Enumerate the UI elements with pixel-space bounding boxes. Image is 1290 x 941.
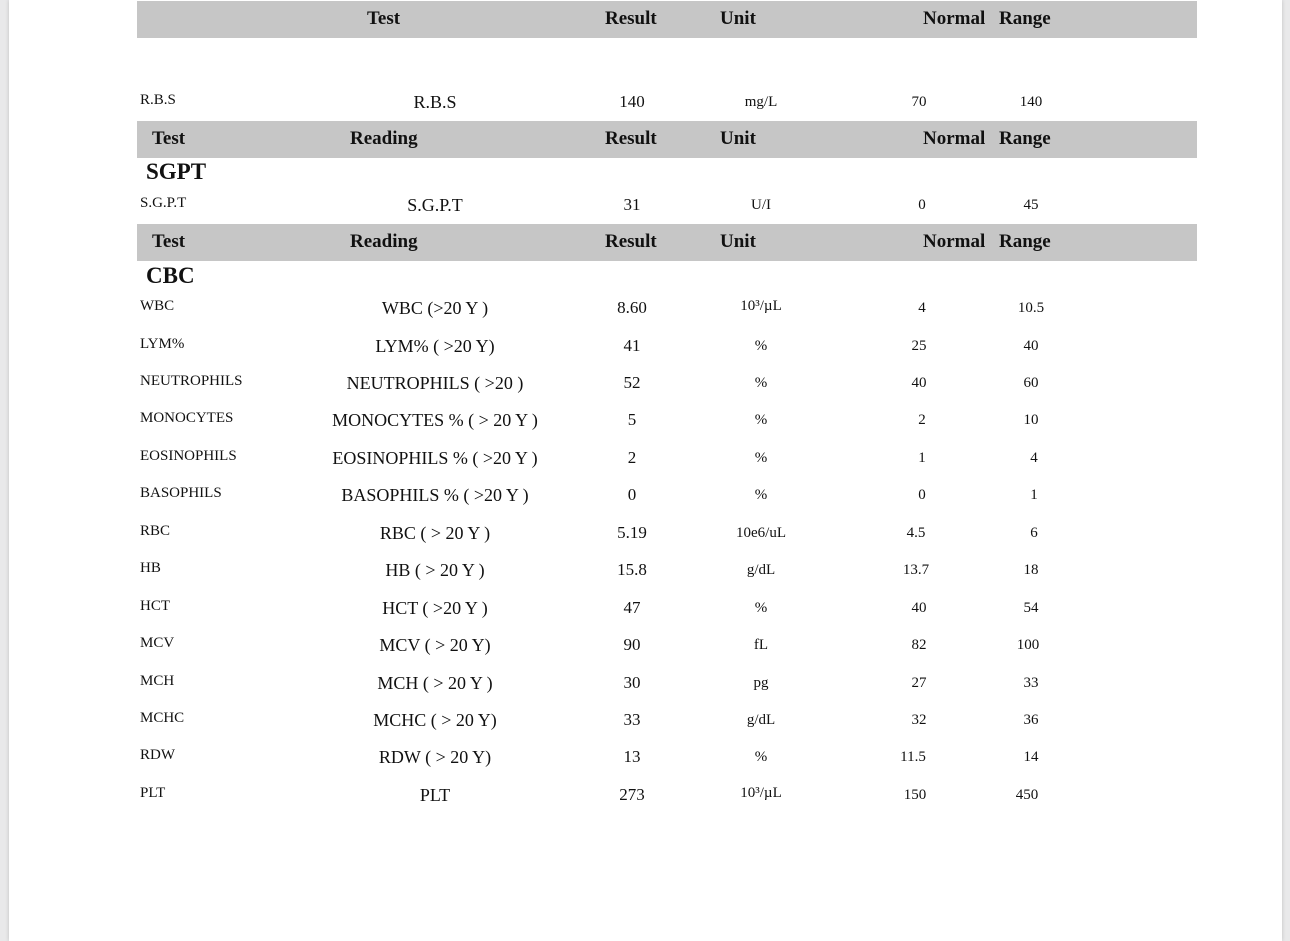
cell-high: 4 bbox=[1030, 450, 1038, 466]
cell-test: RBC bbox=[140, 523, 171, 539]
cell-low: 2 bbox=[918, 412, 926, 428]
cell-low: 25 bbox=[911, 338, 927, 354]
cell-result: 273 bbox=[619, 785, 645, 804]
cell-unit: pg bbox=[753, 675, 769, 691]
header-test: Test bbox=[152, 128, 186, 149]
cell-result: 13 bbox=[623, 747, 641, 766]
cell-test: MCH bbox=[140, 673, 175, 689]
cell-reading: S.G.P.T bbox=[407, 195, 463, 215]
cell-test: HB bbox=[140, 560, 161, 576]
cell-reading: EOSINOPHILS % ( >20 Y ) bbox=[332, 448, 538, 468]
header-range: Range bbox=[999, 231, 1051, 252]
cell-test: RDW bbox=[140, 747, 175, 763]
cell-reading: MCH ( > 20 Y ) bbox=[377, 673, 493, 693]
header-test: Test bbox=[367, 8, 401, 29]
table-row bbox=[9, 598, 1282, 618]
cell-result: 5 bbox=[627, 410, 637, 429]
header-reading: Reading bbox=[350, 128, 418, 149]
cell-unit: g/dL bbox=[746, 712, 776, 728]
cell-result: 2 bbox=[627, 448, 637, 467]
cell-result: 33 bbox=[623, 710, 641, 729]
header-range: Range bbox=[999, 8, 1051, 29]
cell-low: 70 bbox=[911, 94, 927, 110]
cell-unit: % bbox=[754, 412, 768, 428]
cell-test: MONOCYTES bbox=[140, 410, 234, 426]
cell-unit: % bbox=[754, 450, 768, 466]
cell-result: 15.8 bbox=[617, 560, 647, 579]
cell-unit: % bbox=[754, 375, 768, 391]
cell-high: 6 bbox=[1030, 525, 1038, 541]
cell-unit: % bbox=[754, 487, 768, 503]
table-row bbox=[9, 747, 1282, 767]
table-row bbox=[9, 710, 1282, 730]
table-row bbox=[9, 785, 1282, 805]
table-row bbox=[9, 635, 1282, 655]
cell-low: 40 bbox=[911, 375, 927, 391]
cell-test: EOSINOPHILS bbox=[140, 448, 237, 464]
header-unit: Unit bbox=[720, 128, 756, 149]
cell-test: R.B.S bbox=[140, 92, 176, 108]
cell-unit: 10³/µL bbox=[740, 785, 782, 801]
table-row bbox=[9, 448, 1282, 468]
cell-high: 36 bbox=[1023, 712, 1039, 728]
cell-test: MCV bbox=[140, 635, 175, 651]
cell-unit: g/dL bbox=[746, 562, 776, 578]
cell-unit: U/I bbox=[751, 197, 771, 213]
cell-low: 82 bbox=[911, 637, 927, 653]
table-row bbox=[9, 560, 1282, 580]
header-normal: Normal bbox=[923, 8, 986, 29]
table-row bbox=[9, 523, 1282, 543]
cell-test: BASOPHILS bbox=[140, 485, 222, 501]
cell-reading: HB ( > 20 Y ) bbox=[385, 560, 485, 580]
cell-high: 45 bbox=[1023, 197, 1039, 213]
cell-result: 52 bbox=[623, 373, 641, 392]
cell-low: 11.5 bbox=[900, 749, 926, 765]
report-page bbox=[9, 0, 1282, 941]
cell-result: 0 bbox=[627, 485, 637, 504]
cell-high: 33 bbox=[1023, 675, 1039, 691]
cell-low: 27 bbox=[911, 675, 927, 691]
cell-result: 47 bbox=[623, 598, 641, 617]
header-range: Range bbox=[999, 128, 1051, 149]
cell-low: 32 bbox=[911, 712, 927, 728]
cell-unit: fL bbox=[753, 637, 769, 653]
header-result: Result bbox=[605, 231, 657, 252]
cell-high: 54 bbox=[1023, 600, 1039, 616]
header-normal: Normal bbox=[923, 231, 986, 252]
header-result: Result bbox=[605, 8, 657, 29]
cell-low: 4 bbox=[918, 300, 926, 316]
cell-low: 4.5 bbox=[906, 525, 926, 541]
cell-test: PLT bbox=[140, 785, 166, 801]
cell-unit: 10e6/uL bbox=[736, 525, 786, 541]
cell-high: 10.5 bbox=[1017, 300, 1045, 316]
cell-reading: PLT bbox=[419, 785, 451, 805]
cell-unit: % bbox=[754, 749, 768, 765]
cell-test: WBC bbox=[140, 298, 175, 314]
cell-reading: NEUTROPHILS ( >20 ) bbox=[346, 373, 524, 393]
cell-reading: MCHC ( > 20 Y) bbox=[373, 710, 497, 730]
cell-reading: R.B.S bbox=[413, 92, 457, 112]
header-test: Test bbox=[152, 231, 186, 252]
header-result: Result bbox=[605, 128, 657, 149]
cell-high: 140 bbox=[1019, 94, 1043, 110]
header-unit: Unit bbox=[720, 231, 756, 252]
cell-high: 18 bbox=[1023, 562, 1039, 578]
cell-low: 13.7 bbox=[902, 562, 930, 578]
cell-low: 40 bbox=[911, 600, 927, 616]
cell-reading: HCT ( >20 Y ) bbox=[382, 598, 488, 618]
cell-reading: MONOCYTES % ( > 20 Y ) bbox=[332, 410, 538, 430]
cell-unit: 10³/µL bbox=[740, 298, 782, 314]
cell-reading: RBC ( > 20 Y ) bbox=[379, 523, 491, 543]
cell-reading: RDW ( > 20 Y) bbox=[378, 747, 492, 767]
table-row bbox=[9, 336, 1282, 356]
table-row bbox=[9, 298, 1282, 318]
cell-unit: % bbox=[754, 600, 768, 616]
section-title-cbc: CBC bbox=[146, 263, 195, 288]
header-unit: Unit bbox=[720, 8, 756, 29]
cell-result: 5.19 bbox=[617, 523, 647, 542]
header-normal: Normal bbox=[923, 128, 986, 149]
cell-reading: MCV ( > 20 Y) bbox=[379, 635, 491, 655]
cell-high: 100 bbox=[1016, 637, 1040, 653]
cell-result: 41 bbox=[623, 336, 641, 355]
cell-high: 14 bbox=[1023, 749, 1039, 765]
cell-result: 140 bbox=[619, 92, 645, 111]
cell-result: 30 bbox=[623, 673, 641, 692]
cell-test: LYM% bbox=[140, 336, 185, 352]
cell-unit: % bbox=[754, 338, 768, 354]
cell-high: 40 bbox=[1023, 338, 1039, 354]
cell-test: HCT bbox=[140, 598, 170, 614]
cell-low: 150 bbox=[903, 787, 927, 803]
table-row-sgpt bbox=[9, 195, 1282, 215]
table-row-rbs bbox=[9, 92, 1282, 112]
cell-test: MCHC bbox=[140, 710, 185, 726]
cell-result: 31 bbox=[623, 195, 641, 214]
section-title-sgpt: SGPT bbox=[146, 159, 207, 184]
cell-test: S.G.P.T bbox=[140, 195, 187, 211]
cell-test: NEUTROPHILS bbox=[140, 373, 243, 389]
cell-reading: BASOPHILS % ( >20 Y ) bbox=[341, 485, 529, 505]
table-header-cbc bbox=[137, 224, 1197, 261]
cell-low: 0 bbox=[918, 487, 926, 503]
cell-unit: mg/L bbox=[744, 94, 778, 110]
cell-high: 60 bbox=[1023, 375, 1039, 391]
header-reading: Reading bbox=[350, 231, 418, 252]
cell-reading: WBC (>20 Y ) bbox=[381, 298, 489, 318]
table-row bbox=[9, 485, 1282, 505]
cell-low: 1 bbox=[918, 450, 926, 466]
cell-high: 1 bbox=[1030, 487, 1038, 503]
cell-high: 10 bbox=[1023, 412, 1039, 428]
table-row bbox=[9, 410, 1282, 430]
table-header-sgpt bbox=[137, 121, 1197, 158]
cell-result: 90 bbox=[623, 635, 641, 654]
table-row bbox=[9, 673, 1282, 693]
cell-reading: LYM% ( >20 Y) bbox=[375, 336, 495, 356]
cell-result: 8.60 bbox=[617, 298, 647, 317]
cell-high: 450 bbox=[1015, 787, 1039, 803]
cell-low: 0 bbox=[918, 197, 926, 213]
table-row bbox=[9, 373, 1282, 393]
table-header-rbs bbox=[137, 1, 1197, 38]
